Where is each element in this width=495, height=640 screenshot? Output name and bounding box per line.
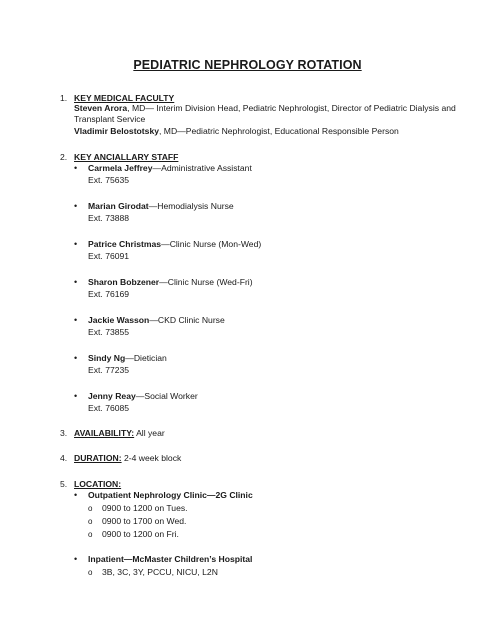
- faculty-heading: KEY MEDICAL FACULTY: [74, 93, 175, 103]
- staff-name: Marian Girodat: [88, 201, 149, 211]
- faculty-title: , MD—Pediatric Nephrologist, Educational Responsible Person: [159, 126, 399, 136]
- staff-role: —Hemodialysis Nurse: [148, 201, 234, 211]
- duration-line: [74, 452, 181, 465]
- staff-role: —Dietician: [125, 353, 167, 363]
- duration-value: 2-4 week block: [121, 453, 182, 463]
- bullet-icon: •: [74, 353, 78, 363]
- inpatient-hospital: Inpatient—McMaster Children’s Hospital: [88, 554, 253, 564]
- duration-label: DURATION:: [74, 453, 122, 463]
- staff-name: Carmela Jeffrey: [88, 163, 153, 173]
- staff-name: Jenny Reay: [88, 391, 136, 401]
- staff-extension: Ext. 77235: [88, 365, 130, 375]
- bullet-icon: •: [74, 391, 78, 401]
- staff-role: —Administrative Assistant: [152, 163, 252, 173]
- circle-bullet-icon: o: [88, 530, 93, 539]
- faculty-name: Steven Arora: [74, 103, 128, 113]
- clinic-time: 0900 to 1700 on Wed.: [102, 516, 187, 526]
- inpatient-units: 3B, 3C, 3Y, PCCU, NICU, L2N: [102, 567, 218, 577]
- section-number-location: 5.: [60, 479, 68, 489]
- section-number-availability: 3.: [60, 428, 68, 438]
- staff-name: Sharon Bobzener: [88, 277, 160, 287]
- staff-extension: Ext. 76085: [88, 403, 130, 413]
- page-title: PEDIATRIC NEPHROLOGY ROTATION: [133, 58, 362, 72]
- staff-heading: KEY ANCIALLARY STAFF: [74, 152, 179, 162]
- staff-extension: Ext. 76169: [88, 289, 130, 299]
- section-number-staff: 2.: [60, 152, 68, 162]
- circle-bullet-icon: o: [88, 568, 93, 577]
- availability-value: All year: [134, 428, 165, 438]
- staff-extension: Ext. 73855: [88, 327, 130, 337]
- outpatient-clinic: Outpatient Nephrology Clinic—2G Clinic: [88, 490, 253, 500]
- faculty-title-continuation: Transplant Service: [74, 114, 146, 124]
- availability-line: [74, 427, 165, 440]
- staff-extension: Ext. 76091: [88, 251, 130, 261]
- clinic-time: 0900 to 1200 on Tues.: [102, 503, 188, 513]
- bullet-icon: •: [74, 490, 78, 500]
- staff-extension: Ext. 75635: [88, 175, 130, 185]
- section-number-duration: 4.: [60, 453, 68, 463]
- section-number-faculty: 1.: [60, 93, 68, 103]
- faculty-name: Vladimir Belostotsky: [74, 126, 160, 136]
- clinic-time: 0900 to 1200 on Fri.: [102, 529, 179, 539]
- staff-name: Patrice Christmas: [88, 239, 162, 249]
- staff-name: Sindy Ng: [88, 353, 126, 363]
- location-heading: LOCATION:: [74, 479, 122, 489]
- staff-extension: Ext. 73888: [88, 213, 130, 223]
- staff-role: —Clinic Nurse (Mon-Wed): [161, 239, 262, 249]
- faculty-entry-belostotsky: [74, 125, 399, 138]
- staff-role: —Social Worker: [135, 391, 198, 401]
- availability-label: AVAILABILITY:: [74, 428, 135, 438]
- staff-role: —Clinic Nurse (Wed-Fri): [159, 277, 253, 287]
- staff-name: Jackie Wasson: [88, 315, 150, 325]
- bullet-icon: •: [74, 239, 78, 249]
- staff-role: —CKD Clinic Nurse: [149, 315, 225, 325]
- bullet-icon: •: [74, 277, 78, 287]
- circle-bullet-icon: o: [88, 517, 93, 526]
- faculty-title: , MD— Interim Division Head, Pediatric Nephrologist, Director of Pediatric Dialysis and: [127, 103, 456, 113]
- circle-bullet-icon: o: [88, 504, 93, 513]
- bullet-icon: •: [74, 163, 78, 173]
- bullet-icon: •: [74, 554, 78, 564]
- bullet-icon: •: [74, 315, 78, 325]
- bullet-icon: •: [74, 201, 78, 211]
